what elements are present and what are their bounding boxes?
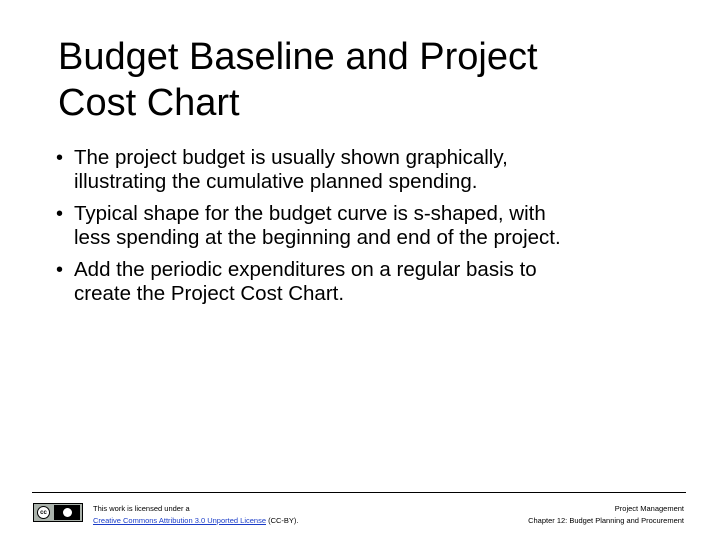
bullet-item bbox=[56, 202, 676, 250]
bullet-marker: • bbox=[56, 147, 64, 169]
license-intro: This work is licensed under a bbox=[93, 504, 190, 513]
course-info bbox=[528, 503, 684, 527]
bullet-item bbox=[56, 146, 676, 194]
slide-title bbox=[58, 34, 678, 126]
bullet-item bbox=[56, 258, 676, 306]
bullet-text-line: create the Project Cost Chart. bbox=[74, 282, 345, 305]
bullet-marker: • bbox=[56, 203, 64, 225]
bullet-text-line: Typical shape for the budget curve is s-shaped, with bbox=[74, 202, 546, 225]
license-link[interactable]: Creative Commons Attribution 3.0 Unported License bbox=[93, 516, 267, 525]
license-suffix: (CC-BY). bbox=[266, 516, 299, 525]
cc-by-license-icon[interactable] bbox=[33, 503, 83, 522]
bullet-text-line: Add the periodic expenditures on a regular basis to bbox=[74, 258, 537, 281]
course-title: Project Management bbox=[614, 504, 684, 513]
slide-title-line: Cost Chart bbox=[58, 82, 240, 124]
cc-logo-icon: cc bbox=[37, 506, 50, 519]
bullet-marker: • bbox=[56, 259, 64, 281]
slide-title-line: Budget Baseline and Project bbox=[58, 36, 538, 78]
footer-divider bbox=[32, 492, 686, 493]
chapter-title: Chapter 12: Budget Planning and Procurement bbox=[528, 516, 684, 525]
bullet-text-line: The project budget is usually shown graphically, bbox=[74, 146, 508, 169]
bullet-list bbox=[56, 146, 676, 314]
person-icon bbox=[63, 508, 72, 517]
bullet-text-line: less spending at the beginning and end of the project. bbox=[74, 226, 561, 249]
by-attribution-icon bbox=[54, 505, 80, 520]
bullet-text-line: illustrating the cumulative planned spending. bbox=[74, 170, 478, 193]
license-line bbox=[93, 515, 299, 527]
license-notice bbox=[93, 503, 299, 527]
